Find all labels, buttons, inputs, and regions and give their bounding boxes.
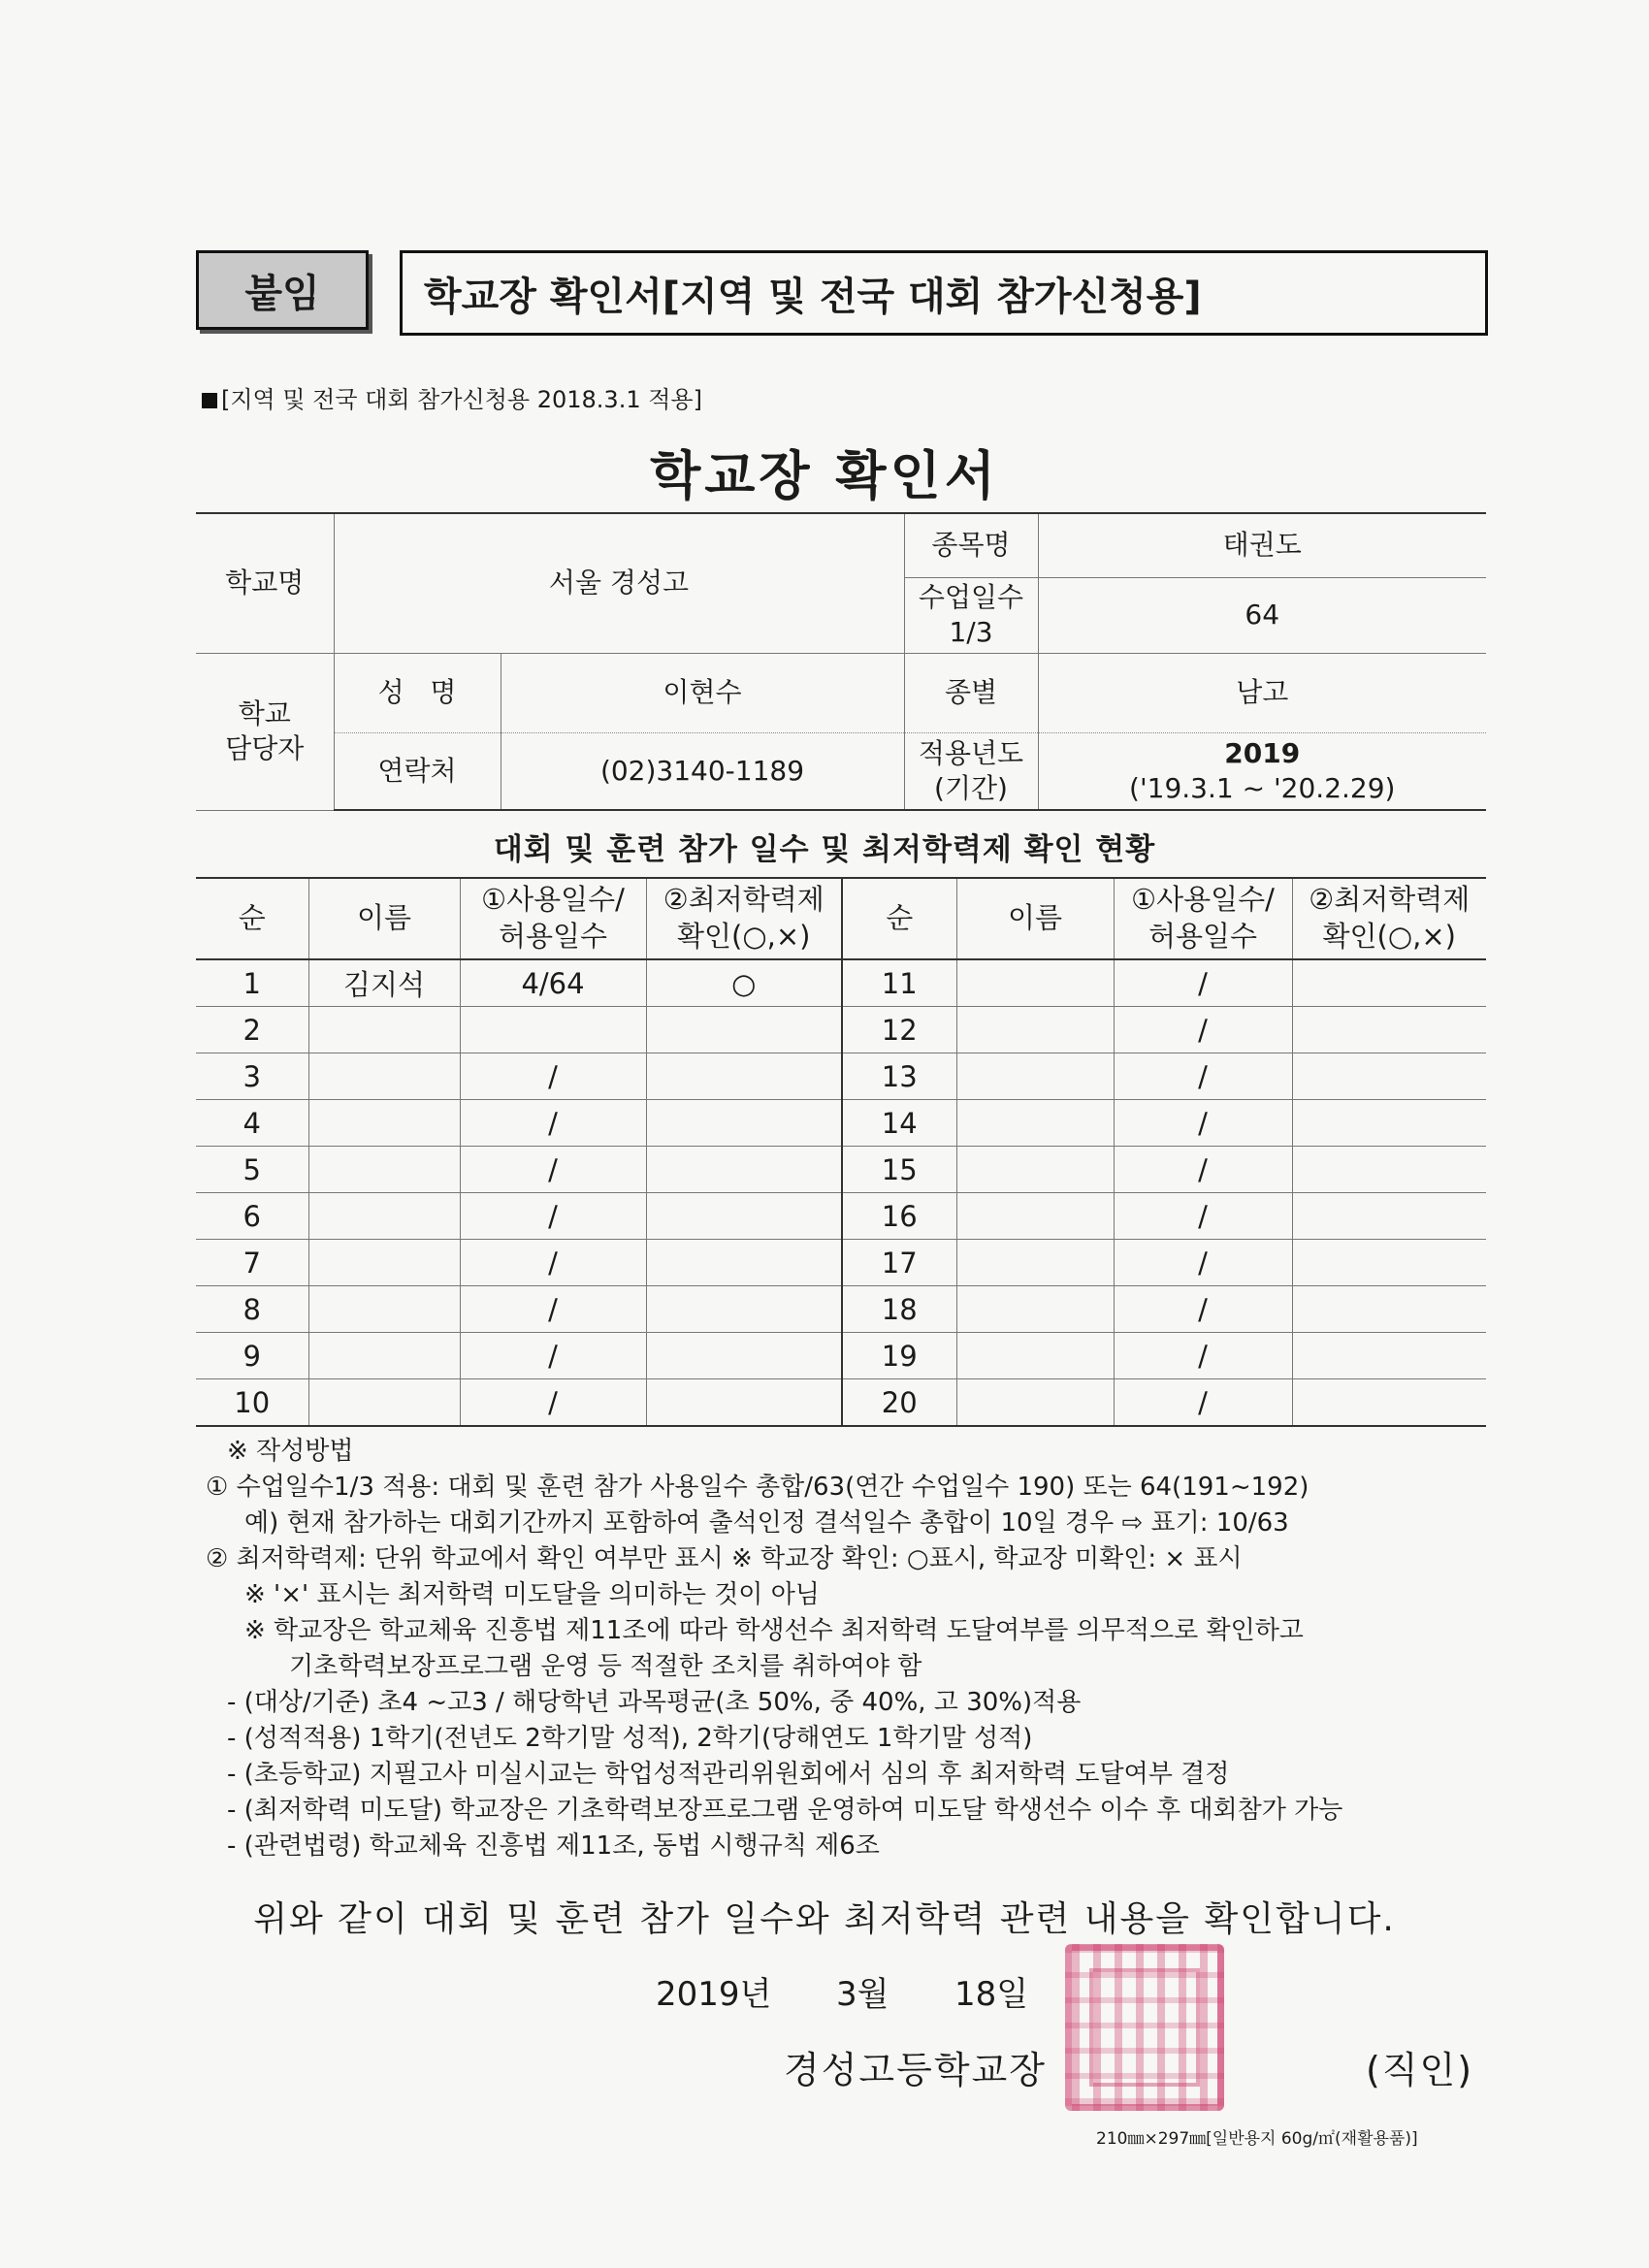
row-name-left <box>308 1147 460 1193</box>
header-check-right-2: 확인(○,×) <box>1322 920 1456 953</box>
header-check-1: ②최저학력제 <box>663 883 824 917</box>
note-line: ※ 학교장은 학교체육 진흥법 제11조에 따라 학생선수 최저학력 도달여부를 의무적으로 확인하고 <box>244 1616 1304 1645</box>
row-check-left <box>646 1147 842 1193</box>
year-label <box>904 732 1038 810</box>
row-days-right: / <box>1114 1286 1292 1333</box>
header-no-right: 순 <box>842 878 956 959</box>
year-label-1: 적용년도 <box>918 736 1024 769</box>
row-days-left: / <box>460 1147 646 1193</box>
row-days-right: / <box>1114 1240 1292 1286</box>
note-line: ② 최저학력제: 단위 학교에서 확인 여부만 표시 ※ 학교장 확인: ○표시, 학교장 미확인: × 표시 <box>206 1544 1243 1573</box>
row-check-left <box>646 1240 842 1286</box>
school-value: 서울 경성고 <box>334 513 904 653</box>
row-number-left: 4 <box>196 1100 308 1147</box>
row-name-left <box>308 1053 460 1100</box>
year-value-cell <box>1038 732 1486 810</box>
row-name-right <box>956 1053 1114 1100</box>
row-check-left <box>646 1333 842 1379</box>
row-days-left: / <box>460 1100 646 1147</box>
seal-label: (직인) <box>1366 2049 1474 2091</box>
row-check-left <box>646 1286 842 1333</box>
participants-body <box>196 959 1486 1426</box>
header-title: 학교장 확인서[지역 및 전국 대회 참가신청용] <box>400 250 1488 336</box>
participant-row <box>196 959 1486 1007</box>
participant-row <box>196 1240 1486 1286</box>
subnote <box>202 380 702 414</box>
row-days-left: / <box>460 1286 646 1333</box>
row-check-right <box>1292 1100 1486 1147</box>
header-days-2: 허용일수 <box>498 920 608 953</box>
note-line: - (대상/기준) 초4 ~고3 / 해당학년 과목평균(초 50%, 중 40%, 고 30%)적용 <box>227 1688 1082 1717</box>
row-number-left: 3 <box>196 1053 308 1100</box>
header-check <box>646 878 842 959</box>
row-name-right <box>956 1240 1114 1286</box>
row-number-right: 12 <box>842 1007 956 1053</box>
note-line: 기초학력보장프로그램 운영 등 적절한 조치를 취하여야 함 <box>289 1652 922 1681</box>
row-days-left: / <box>460 1053 646 1100</box>
row-days-right: / <box>1114 1379 1292 1427</box>
category-value: 남고 <box>1038 653 1486 732</box>
category-label: 종별 <box>904 653 1038 732</box>
row-days-left: / <box>460 1379 646 1427</box>
row-name-left: 김지석 <box>308 959 460 1007</box>
contact-label: 연락처 <box>334 732 501 810</box>
row-name-right <box>956 1007 1114 1053</box>
row-days-left <box>460 1007 646 1053</box>
row-number-left: 8 <box>196 1286 308 1333</box>
participant-row <box>196 1053 1486 1100</box>
date-month: 3월 <box>836 1975 889 2014</box>
participant-row <box>196 1147 1486 1193</box>
square-bullet-icon <box>202 393 217 408</box>
row-check-left <box>646 1193 842 1240</box>
row-days-right: / <box>1114 1147 1292 1193</box>
row-days-right: / <box>1114 1053 1292 1100</box>
official-seal-stamp <box>1065 1944 1224 2111</box>
date-day: 18일 <box>954 1975 1029 2014</box>
header-days <box>460 878 646 959</box>
period-value: ('19.3.1 ~ '20.2.29) <box>1129 771 1396 804</box>
row-check-right <box>1292 1053 1486 1100</box>
note-line: - (성적적용) 1학기(전년도 2학기말 성적), 2학기(당해연도 1학기말 성적) <box>227 1724 1033 1753</box>
header-check-right-1: ②최저학력제 <box>1309 883 1471 917</box>
row-check-left: ○ <box>646 959 842 1007</box>
row-days-left: 4/64 <box>460 959 646 1007</box>
row-name-left <box>308 1100 460 1147</box>
row-name-right <box>956 1286 1114 1333</box>
subnote-text: [지역 및 전국 대회 참가신청용 2018.3.1 적용] <box>221 386 702 413</box>
participant-row <box>196 1286 1486 1333</box>
school-label: 학교명 <box>196 513 334 653</box>
school-principal-name: 경성고등학교장 <box>784 2049 1047 2091</box>
year-value: 2019 <box>1224 736 1301 769</box>
row-check-right <box>1292 1147 1486 1193</box>
date-year: 2019년 <box>656 1975 772 2014</box>
header-days-right-2: 허용일수 <box>1148 920 1258 953</box>
header-name: 이름 <box>308 878 460 959</box>
note-heading: ※ 작성방법 <box>227 1437 354 1466</box>
row-days-left: / <box>460 1193 646 1240</box>
name-value: 이현수 <box>501 653 904 732</box>
paper-spec-note: 210㎜×297㎜[일반용지 60g/㎡(재활용품)] <box>1096 2129 1418 2149</box>
header-days-right-1: ①사용일수/ <box>1131 883 1275 917</box>
row-days-right: / <box>1114 1193 1292 1240</box>
row-number-left: 5 <box>196 1147 308 1193</box>
row-name-right <box>956 1100 1114 1147</box>
participant-row <box>196 1193 1486 1240</box>
row-name-right <box>956 1333 1114 1379</box>
class-days-value: 64 <box>1038 577 1486 653</box>
row-name-right <box>956 1379 1114 1427</box>
header-check-2: 확인(○,×) <box>677 920 811 953</box>
row-name-left <box>308 1240 460 1286</box>
row-check-right <box>1292 1379 1486 1427</box>
row-number-right: 14 <box>842 1100 956 1147</box>
row-check-left <box>646 1100 842 1147</box>
row-number-right: 19 <box>842 1333 956 1379</box>
row-check-right <box>1292 1007 1486 1053</box>
sport-label: 종목명 <box>904 513 1038 577</box>
manager-label <box>196 653 334 810</box>
row-check-right <box>1292 1286 1486 1333</box>
note-line: 예) 현재 참가하는 대회기간까지 포함하여 출석인정 결석일수 총합이 10일 경우 ⇨ 표기: 10/63 <box>244 1508 1289 1538</box>
row-number-right: 13 <box>842 1053 956 1100</box>
row-number-right: 11 <box>842 959 956 1007</box>
header-days-1: ①사용일수/ <box>481 883 625 917</box>
sport-value: 태권도 <box>1038 513 1486 577</box>
row-number-right: 15 <box>842 1147 956 1193</box>
header-no: 순 <box>196 878 308 959</box>
manager-label-2: 담당자 <box>225 732 305 764</box>
row-check-right <box>1292 1193 1486 1240</box>
row-number-left: 7 <box>196 1240 308 1286</box>
contact-value: (02)3140-1189 <box>501 732 904 810</box>
note-line: - (초등학교) 지필고사 미실시교는 학업성적관리위원회에서 심의 후 최저학력 도달여부 결정 <box>227 1760 1230 1789</box>
row-name-left <box>308 1007 460 1053</box>
row-check-left <box>646 1007 842 1053</box>
note-line: ※ '×' 표시는 최저학력 미도달을 의미하는 것이 아님 <box>244 1580 820 1609</box>
class-days-label-1: 수업일수 <box>918 581 1024 614</box>
row-number-left: 2 <box>196 1007 308 1053</box>
row-name-right <box>956 1147 1114 1193</box>
row-days-right: / <box>1114 1007 1292 1053</box>
section-title: 대회 및 훈련 참가 일수 및 최저학력제 확인 현황 <box>493 832 1156 867</box>
header-days-right <box>1114 878 1292 959</box>
row-check-left <box>646 1379 842 1427</box>
note-line: ① 수업일수1/3 적용: 대회 및 훈련 참가 사용일수 총합/63(연간 수업일수 190) 또는 64(191~192) <box>206 1473 1310 1502</box>
row-days-left: / <box>460 1240 646 1286</box>
row-name-left <box>308 1379 460 1427</box>
header-name-right: 이름 <box>956 878 1114 959</box>
class-days-label <box>904 577 1038 653</box>
class-days-label-2: 1/3 <box>949 616 993 648</box>
row-name-left <box>308 1193 460 1240</box>
participants-table <box>196 877 1486 1427</box>
note-line: - (최저학력 미도달) 학교장은 기초학력보장프로그램 운영하여 미도달 학생선수 이수 후 대회참가 가능 <box>227 1796 1343 1825</box>
manager-label-1: 학교 <box>238 697 291 730</box>
attachment-label: 붙임 <box>196 250 369 330</box>
confirmation-text: 위와 같이 대회 및 훈련 참가 일수와 최저학력 관련 내용을 확인합니다. <box>253 1899 1396 1939</box>
row-number-left: 1 <box>196 959 308 1007</box>
row-number-left: 6 <box>196 1193 308 1240</box>
seal-inner-border <box>1089 1968 1200 2087</box>
participant-row <box>196 1379 1486 1427</box>
participant-row <box>196 1100 1486 1147</box>
row-number-right: 20 <box>842 1379 956 1427</box>
row-check-right <box>1292 959 1486 1007</box>
row-name-right <box>956 1193 1114 1240</box>
notes <box>206 1434 1496 1864</box>
row-number-right: 17 <box>842 1240 956 1286</box>
note-line: - (관련법령) 학교체육 진흥법 제11조, 동법 시행규칙 제6조 <box>227 1831 880 1861</box>
info-table <box>196 512 1486 811</box>
year-label-2: (기간) <box>934 771 1008 804</box>
name-label: 성 명 <box>334 653 501 732</box>
document-title: 학교장 확인서 <box>650 445 999 506</box>
row-number-left: 10 <box>196 1379 308 1427</box>
participant-row <box>196 1007 1486 1053</box>
row-number-left: 9 <box>196 1333 308 1379</box>
row-name-left <box>308 1333 460 1379</box>
row-days-right: / <box>1114 1333 1292 1379</box>
row-days-right: / <box>1114 1100 1292 1147</box>
participants-header-row <box>196 878 1486 959</box>
participant-row <box>196 1333 1486 1379</box>
row-number-right: 18 <box>842 1286 956 1333</box>
row-number-right: 16 <box>842 1193 956 1240</box>
row-name-left <box>308 1286 460 1333</box>
row-check-left <box>646 1053 842 1100</box>
row-name-right <box>956 959 1114 1007</box>
row-check-right <box>1292 1240 1486 1286</box>
row-check-right <box>1292 1333 1486 1379</box>
row-days-right: / <box>1114 959 1292 1007</box>
header-check-right <box>1292 878 1486 959</box>
row-days-left: / <box>460 1333 646 1379</box>
